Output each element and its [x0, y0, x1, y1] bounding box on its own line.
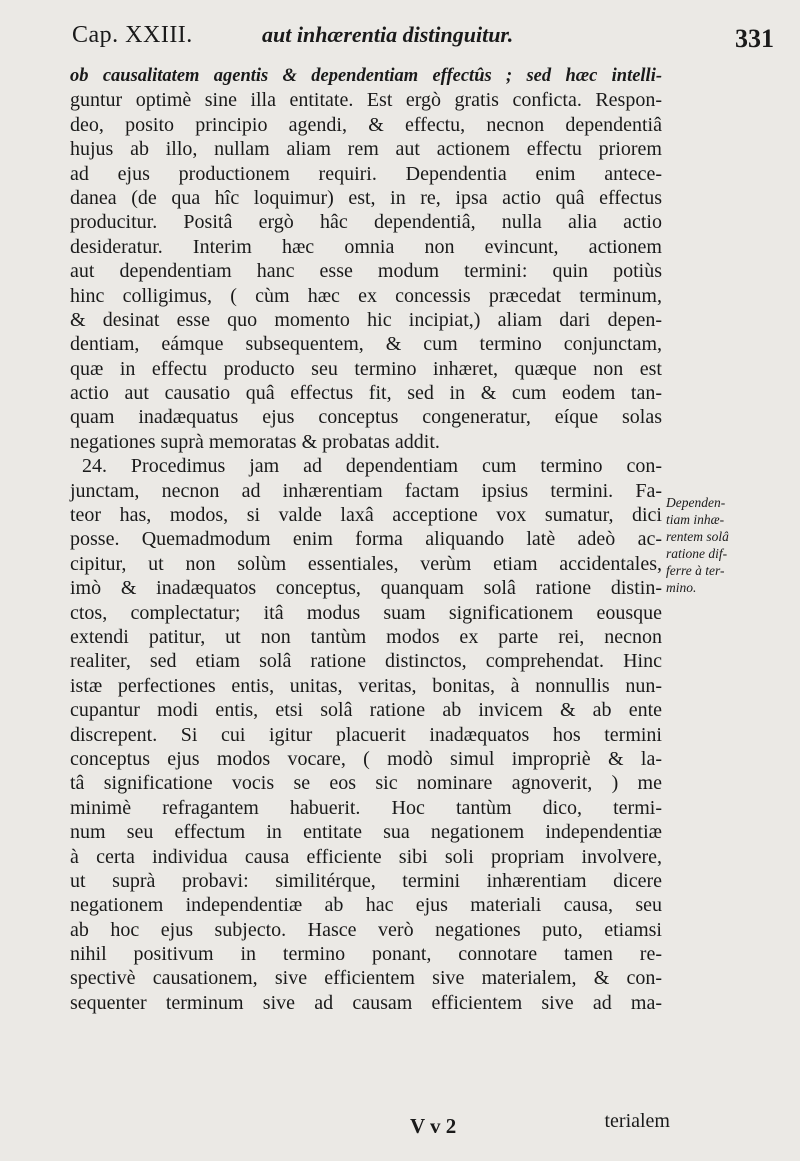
text-line: guntur optimè sine illa entitate. Est ergò gratis conficta. Respon- — [70, 89, 662, 112]
text-line: deo, posito principio agendi, & effectu, necnon dependentiâ — [70, 113, 662, 136]
running-header — [72, 18, 792, 58]
text-line: à certa individua causa efficiente sibi soli propriam involvere, — [70, 845, 662, 868]
text-line: ad ejus productionem requiri. Dependentia enim antece- — [70, 162, 662, 185]
text-line: num seu effectum in entitate sua negationem independentiæ — [70, 821, 662, 844]
text-line: 24. Procedimus jam ad dependentiam cum termino con- — [82, 455, 662, 478]
text-line: minimè refragantem habuerit. Hoc tantùm dico, termi- — [70, 796, 662, 819]
signature-mark: V v 2 — [410, 1114, 457, 1138]
body-text — [70, 64, 662, 1015]
page-footer — [70, 1110, 670, 1150]
text-line: realiter, sed etiam solâ ratione distinctos, comprehendat. Hinc — [70, 650, 662, 673]
text-line: quam inadæquatus ejus conceptus congeneratur, eíque solas — [70, 406, 662, 429]
text-line: negationem independentiæ ab hac ejus materiali causa, seu — [70, 894, 662, 917]
running-title: aut inhærentia distinguitur. — [262, 22, 514, 47]
text-line: hinc colligimus, ( cùm hæc ex concessis præcedat terminum, — [70, 284, 662, 307]
text-line: producitur. Positâ ergò hâc dependentiâ, nulla alia actio — [70, 211, 662, 234]
text-line: conceptus ejus modos vocare, ( modò simul impropriè & la- — [70, 747, 662, 770]
text-line: discrepent. Si cui igitur placuerit inadæquatos hos termini — [70, 723, 662, 746]
text-line: cipitur, ut non solùm essentiales, verùm etiam accidentales, — [70, 552, 662, 575]
margin-note-line: ferre à ter- — [666, 563, 725, 578]
page-number: 331 — [735, 24, 774, 53]
text-line: danea (de qua hîc loquimur) est, in re, ipsa actio quâ effectus — [70, 186, 662, 209]
margin-note-line: tiam inhæ- — [666, 512, 725, 527]
margin-note — [666, 494, 786, 596]
text-line: extendi patitur, ut non tantùm modos ex parte rei, necnon — [70, 625, 662, 648]
chapter-heading: Cap. XXIII. — [72, 22, 193, 48]
text-line: ob causalitatem agentis & dependentiam effectûs ; sed hæc intelli- — [70, 66, 662, 86]
text-line: hujus ab illo, nullam aliam rem aut actionem effectu priorem — [70, 138, 662, 161]
margin-note-line: ratione dif- — [666, 546, 728, 561]
text-line: ctos, complectatur; itâ modus suam significationem eousque — [70, 601, 662, 624]
text-line: posse. Quemadmodum enim forma aliquando latè adeò ac- — [70, 528, 662, 551]
text-line: teor has, modos, si valde laxâ acceptione vox sumatur, dici — [70, 504, 662, 527]
text-line: spectivè causationem, sive efficientem sive materialem, & con- — [70, 967, 662, 990]
text-line: tâ significatione vocis se eos sic nominare agnoverit, ) me — [70, 772, 662, 795]
margin-note-line: rentem solâ — [666, 529, 729, 544]
text-line: istæ perfectiones entis, unitas, veritas, bonitas, à nonnullis nun- — [70, 674, 662, 697]
text-line: nihil positivum in termino ponant, connotare tamen re- — [70, 943, 662, 966]
text-line: actio aut causatio quâ effectus fit, sed in & cum eodem tan- — [70, 382, 662, 405]
text-line: quæ in effectu producto seu termino inhæret, quæque non est — [70, 357, 662, 380]
catchword: terialem — [604, 1110, 670, 1132]
text-line: desideratur. Interim hæc omnia non evincunt, actionem — [70, 235, 662, 258]
text-line: dentiam, eámque subsequentem, & cum termino conjunctam, — [70, 333, 662, 356]
text-line: cupantur modi entis, etsi solâ ratione ab invicem & ab ente — [70, 699, 662, 722]
text-line: junctam, necnon ad inhærentiam factam ipsius termini. Fa- — [70, 479, 662, 502]
text-line: negationes suprà memoratas & probatas addit. — [70, 430, 440, 453]
text-line: imò & inadæquatos conceptus, quanquam solâ ratione distin- — [70, 577, 662, 600]
text-line: & desinat esse quo momento hic incipiat,) aliam dari depen- — [70, 308, 662, 331]
text-line: ab hoc ejus subjecto. Hasce verò negationes puto, etiamsi — [70, 918, 662, 941]
margin-note-line: mino. — [666, 580, 697, 595]
text-line: ut suprà probavi: similitérque, termini inhærentiam dicere — [70, 869, 662, 892]
text-line: sequenter terminum sive ad causam efficientem sive ad ma- — [70, 991, 662, 1014]
margin-note-line: Dependen- — [666, 495, 726, 510]
text-line: aut dependentiam hanc esse modum termini: quin potiùs — [70, 260, 662, 283]
